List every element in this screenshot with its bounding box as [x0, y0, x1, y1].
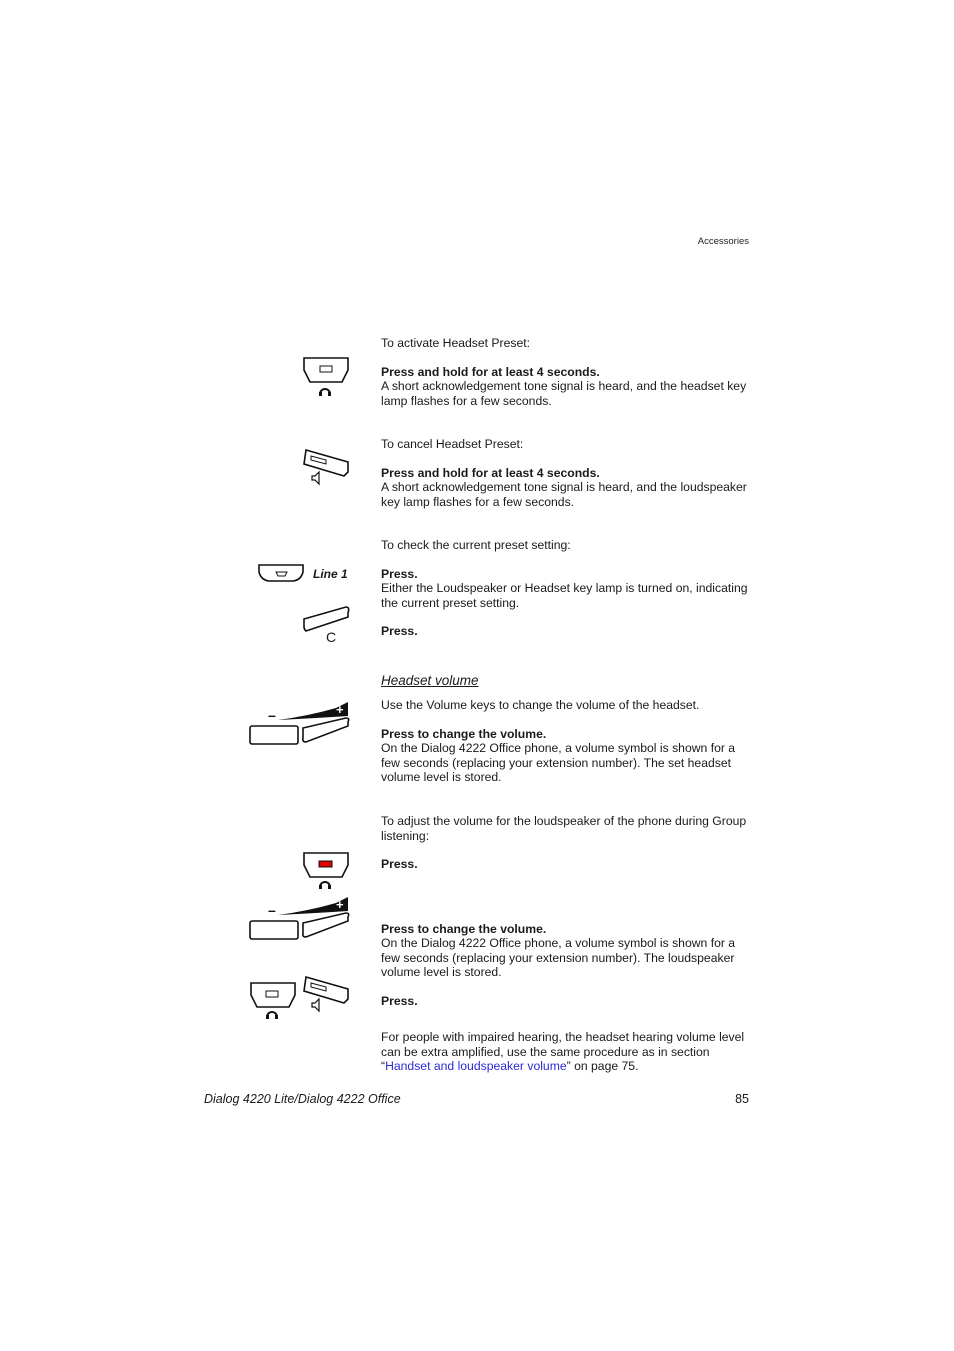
check-c-bold: Press.	[381, 624, 418, 638]
headset-key-lit-icon	[302, 851, 352, 895]
section-header: Accessories	[697, 236, 749, 247]
cross-reference-link[interactable]: Handset and loudspeaker volume	[385, 1059, 567, 1073]
volume-keys-icon	[248, 700, 352, 748]
check-intro: To check the current preset setting:	[381, 538, 571, 552]
group-vol-bold: Press to change the volume.	[381, 922, 547, 936]
group-vol-text: On the Dialog 4222 Office phone, a volume symbol is shown for a few seconds (replacing your extension number). The loudspeaker volume level is stored.	[381, 936, 736, 979]
headset-and-loudspeaker-keys-icon	[249, 975, 353, 1023]
volume-bold: Press to change the volume.	[381, 727, 547, 741]
volume-keys-icon	[248, 895, 352, 943]
headset-key-icon	[302, 356, 352, 400]
check-bold: Press.	[381, 567, 418, 581]
volume-text: On the Dialog 4222 Office phone, a volume symbol is shown for a few seconds (replacing your extension number). The set headset volume level is stored.	[381, 741, 736, 784]
impaired-text: For people with impaired hearing, the headset hearing volume level can be extra amplified, use the same procedure as in section “	[381, 1030, 745, 1073]
page-number: 85	[735, 1092, 749, 1106]
impaired-paragraph	[381, 1030, 753, 1074]
footer-title: Dialog 4220 Lite/Dialog 4222 Office	[204, 1092, 401, 1106]
svg-text:–: –	[268, 707, 276, 723]
c-key-label: C	[326, 629, 337, 645]
line-key-icon	[257, 564, 307, 584]
cancel-intro: To cancel Headset Preset:	[381, 437, 524, 451]
group-intro: To adjust the volume for the loudspeaker of the phone during Group listening:	[381, 814, 747, 843]
cancel-text: A short acknowledgement tone signal is heard, and the loudspeaker key lamp flashes for a few seconds.	[381, 480, 747, 509]
group-end-press: Press.	[381, 994, 418, 1008]
svg-text:+: +	[336, 897, 344, 912]
impaired-text-end: ” on page 75.	[566, 1059, 639, 1073]
activate-text: A short acknowledgement tone signal is heard, and the headset key lamp flashes for a few seconds.	[381, 379, 747, 408]
svg-text:+: +	[336, 702, 344, 717]
check-text: Either the Loudspeaker or Headset key lamp is turned on, indicating the current preset setting.	[381, 581, 748, 610]
line-key-label: Line 1	[313, 567, 348, 581]
group-press: Press.	[381, 857, 418, 871]
cancel-bold: Press and hold for at least 4 seconds.	[381, 466, 600, 480]
activate-bold: Press and hold for at least 4 seconds.	[381, 365, 600, 379]
section-title: Headset volume	[381, 673, 479, 688]
svg-text:–: –	[268, 902, 276, 918]
loudspeaker-key-icon	[302, 448, 352, 488]
activate-intro: To activate Headset Preset:	[381, 336, 531, 350]
volume-intro: Use the Volume keys to change the volume of the headset.	[381, 698, 700, 712]
